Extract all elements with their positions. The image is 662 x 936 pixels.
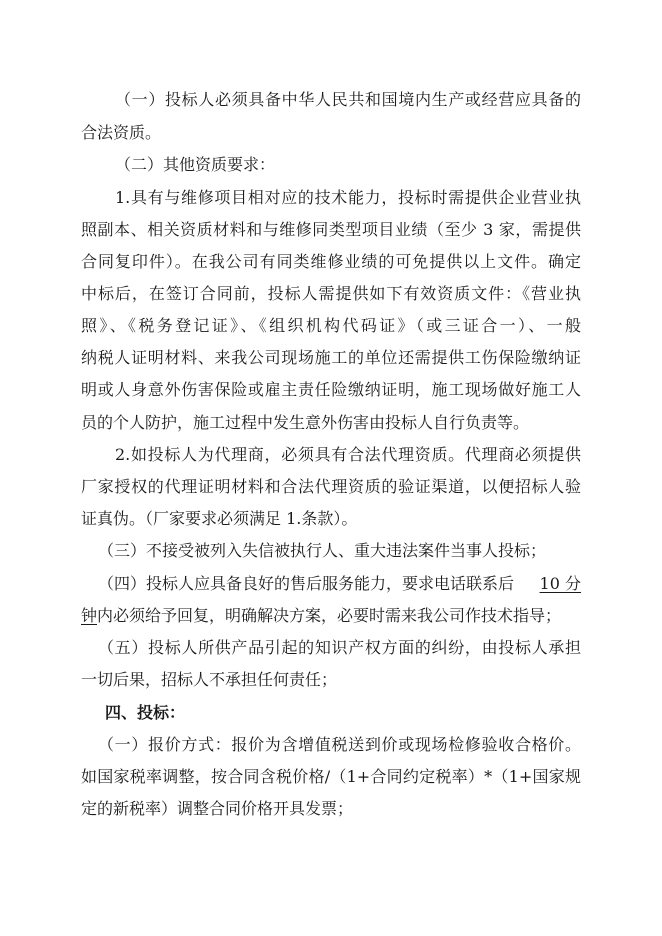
paragraph-line: 明或人身意外伤害保险或雇主责任险缴纳证明，施工现场做好施工人 <box>81 380 581 399</box>
paragraph-line: （三）不接受被列入失信被执行人、重大违法案件当事人投标； <box>98 541 547 560</box>
line-text: （四）投标人应具备良好的售后服务能力，要求电话联系后 <box>98 574 515 593</box>
paragraph-line: 如国家税率调整，按合同含税价格/（1+合同约定税率）*（1+国家规 <box>81 767 581 786</box>
paragraph-line: 证真伪。（厂家要求必须满足 1.条款）。 <box>81 509 358 528</box>
paragraph-line <box>98 573 581 595</box>
paragraph-line: 合同复印件）。在我公司有同类维修业绩的可免提供以上文件。确定 <box>81 252 581 271</box>
paragraph-line <box>81 605 581 627</box>
paragraph-line: 2.如投标人为代理商，必须具有合法代理资质。代理商必须提供 <box>115 445 581 464</box>
paragraph-line: （一）投标人必须具备中华人民共和国境内生产或经营应具备的 <box>115 90 581 109</box>
section-heading: （二）其他资质要求： <box>115 155 276 174</box>
paragraph-line: 合法资质。 <box>81 123 162 142</box>
paragraph-line: （五）投标人所供产品引起的知识产权方面的纠纷，由投标人承担 <box>98 638 581 657</box>
underlined-time-limit: 10 分 <box>539 574 581 593</box>
paragraph-line: 照副本、相关资质材料和与维修同类型项目业绩（至少 3 家，需提供 <box>81 220 581 239</box>
paragraph-line: （一）报价方式：报价为含增值税送到价或现场检修验收合格价。 <box>98 735 581 754</box>
paragraph-line: 厂家授权的代理证明材料和合法代理资质的验证渠道，以便招标人验 <box>81 477 581 496</box>
paragraph-line: 定的新税率）调整合同价格开具发票； <box>81 799 354 818</box>
paragraph-line: 照》、《税务登记证》、《组织机构代码证》（或三证合一）、一般 <box>81 316 581 335</box>
paragraph-line: 一切后果，招标人不承担任何责任； <box>81 670 338 689</box>
section-heading-bidding: 四、投标： <box>105 703 186 722</box>
paragraph-line: 纳税人证明材料、来我公司现场施工的单位还需提供工伤保险缴纳证 <box>81 348 581 367</box>
underlined-time-limit-cont: 钟 <box>81 606 98 625</box>
paragraph-line: 1.具有与维修项目相对应的技术能力，投标时需提供企业营业执 <box>115 188 581 207</box>
paragraph-line: 员的个人防护，施工过程中发生意外伤害由投标人自行负责等。 <box>81 413 530 432</box>
line-text: 内必须给予回复，明确解决方案，必要时需来我公司作技术指导； <box>97 606 562 625</box>
paragraph-line: 中标后，在签订合同前，投标人需提供如下有效资质文件：《营业执 <box>81 284 581 303</box>
